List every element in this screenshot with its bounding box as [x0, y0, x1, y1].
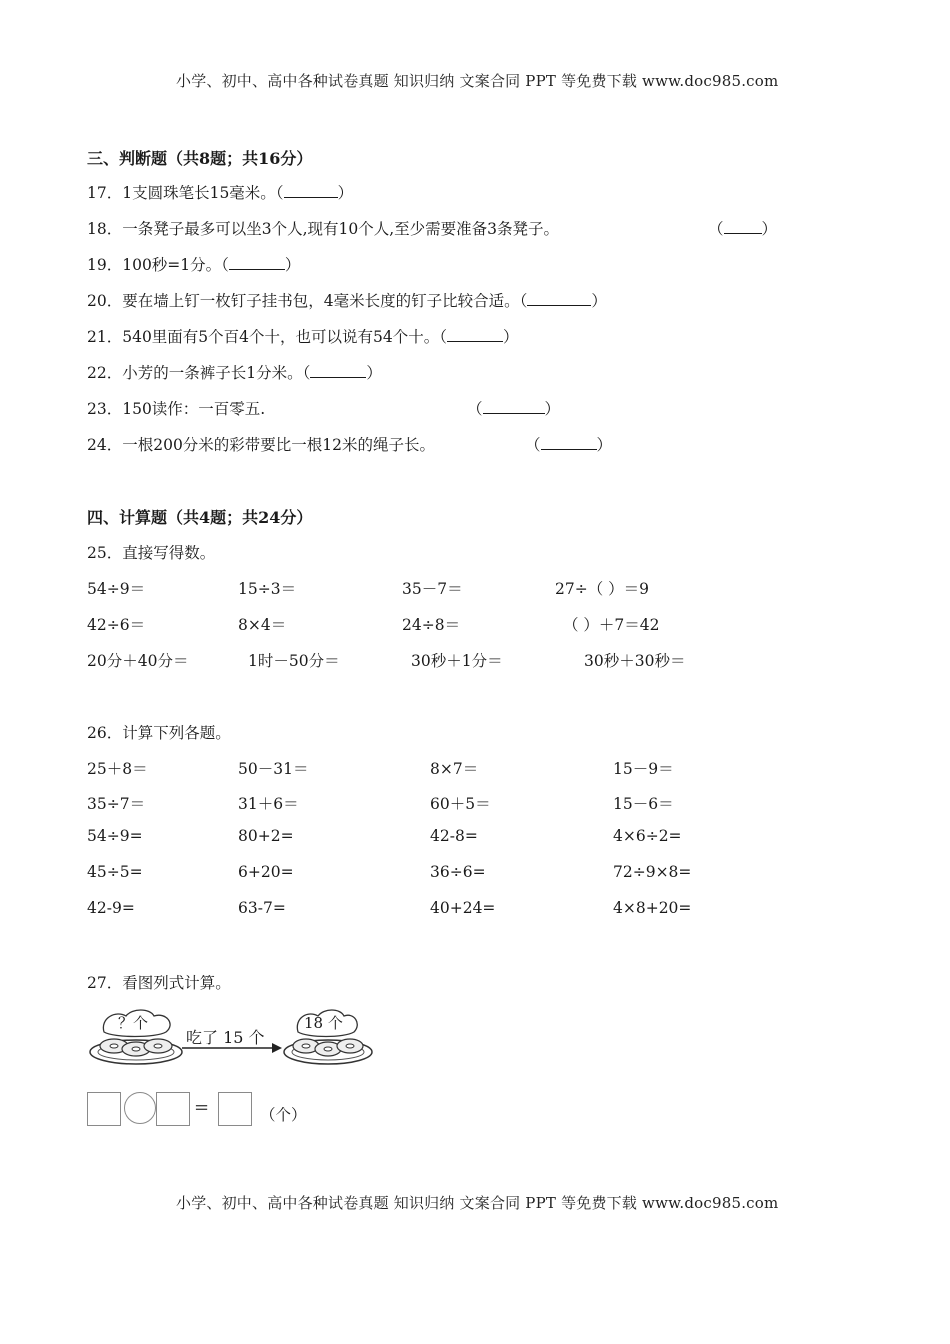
paren-close: ） [284, 256, 301, 274]
question-text: 22．小芳的一条裤子长1分米。（ [87, 364, 311, 382]
question-24 [87, 433, 435, 455]
operator-circle[interactable] [124, 1092, 156, 1124]
paren-close: ） [544, 400, 561, 418]
question-26-title: 26．计算下列各题。 [87, 724, 231, 742]
answer-blank[interactable] [483, 399, 545, 414]
q25-item: 42÷6＝ [87, 616, 146, 634]
question-23 [87, 397, 265, 419]
q25-item: 30秒＋1分＝ [411, 652, 503, 670]
q25-item: 54÷9＝ [87, 580, 146, 598]
question-25-title: 25．直接写得数。 [87, 544, 216, 562]
left-bubble-label: ？个 [118, 1014, 149, 1032]
question-22 [87, 361, 382, 383]
question-text: 21．540里面有5个百4个十，也可以说有54个十。（ [87, 328, 448, 346]
q26-item: 36÷6= [430, 863, 486, 881]
q26-item: 31＋6＝ [238, 795, 299, 813]
answer-blank[interactable] [229, 255, 285, 270]
paren-close: ） [596, 436, 613, 454]
q25-item: 35－7＝ [402, 580, 463, 598]
q26-item: 15－9＝ [613, 760, 674, 778]
q26-item: 50－31＝ [238, 760, 309, 778]
paren-close: ） [591, 292, 607, 310]
section-title-judgment: 三、判断题（共8题；共16分） [87, 149, 313, 168]
paren-open: （ [708, 220, 724, 238]
answer-blank[interactable] [724, 219, 762, 234]
paren-open: （ [525, 436, 541, 454]
question-24-answer [525, 433, 612, 455]
question-17 [87, 181, 353, 203]
q26-item: 4×6÷2= [613, 827, 682, 845]
q26-item: 54÷9= [87, 827, 143, 845]
q25-item: 27÷（ ）＝9 [555, 580, 649, 598]
q26-item: 42-8= [430, 827, 478, 845]
paren-open: （ [467, 400, 483, 418]
answer-blank[interactable] [541, 435, 597, 450]
q26-item: 72÷9×8= [613, 863, 692, 881]
q26-item: 6+20= [238, 863, 294, 881]
question-18 [87, 217, 559, 239]
question-23-answer [467, 397, 560, 419]
answer-blank[interactable] [447, 327, 503, 342]
unit-label: （个） [260, 1106, 307, 1124]
paren-close: ） [366, 364, 382, 382]
question-21 [87, 325, 519, 347]
question-text: 17．1支圆珠笔长15毫米。（ [87, 184, 284, 202]
q26-item: 42-9= [87, 899, 135, 917]
question-19 [87, 253, 300, 275]
q26-item: 60＋5＝ [430, 795, 491, 813]
q25-item: 20分＋40分＝ [87, 652, 189, 670]
paren-close: ） [503, 328, 519, 346]
q26-item: 4×8+20= [613, 899, 692, 917]
q25-item: 30秒＋30秒＝ [584, 652, 686, 670]
q26-item: 45÷5= [87, 863, 143, 881]
answer-box-2[interactable] [156, 1092, 190, 1126]
q26-item: 35÷7＝ [87, 795, 146, 813]
question-text: 19．100秒=1分。（ [87, 256, 229, 274]
answer-blank[interactable] [527, 291, 591, 306]
page-header: 小学、初中、高中各种试卷真题 知识归纳 文案合同 PPT 等免费下载 www.doc985.com [176, 72, 779, 90]
q26-item: 80+2= [238, 827, 294, 845]
page-footer: 小学、初中、高中各种试卷真题 知识归纳 文案合同 PPT 等免费下载 www.doc985.com [176, 1194, 779, 1212]
question-text: 23．150读作：一百零五. [87, 400, 266, 418]
question-27-title: 27．看图列式计算。 [87, 974, 231, 992]
q25-item: 1时－50分＝ [248, 652, 340, 670]
q25-item: 8×4＝ [238, 616, 287, 634]
right-bubble-label: 18 个 [304, 1014, 343, 1032]
arrow-label: 吃了 15 个 [186, 1028, 265, 1047]
q26-item: 15－6＝ [613, 795, 674, 813]
q26-item: 8×7＝ [430, 760, 479, 778]
q26-item: 40+24= [430, 899, 496, 917]
equals-sign: = [194, 1097, 210, 1118]
section-title-calculation: 四、计算题（共4题；共24分） [87, 508, 313, 527]
answer-blank[interactable] [284, 183, 338, 198]
q25-item: 24÷8＝ [402, 616, 461, 634]
answer-box-3[interactable] [218, 1092, 252, 1126]
q25-item: （ ）＋7＝42 [563, 616, 660, 634]
paren-close: ） [337, 184, 354, 202]
question-text: 18．一条凳子最多可以坐3个人,现有10个人,至少需要准备3条凳子。 [87, 220, 560, 238]
question-text: 20．要在墙上钉一枚钉子挂书包，4毫米长度的钉子比较合适。（ [87, 292, 528, 310]
question-18-answer [708, 217, 777, 239]
answer-blank[interactable] [310, 363, 366, 378]
question-20 [87, 289, 607, 311]
paren-close: ） [761, 220, 778, 238]
question-text: 24．一根200分米的彩带要比一根12米的绳子长。 [87, 436, 436, 454]
answer-box-1[interactable] [87, 1092, 121, 1126]
q26-item: 63-7= [238, 899, 286, 917]
arrow-head-icon [272, 1043, 282, 1053]
q26-item: 25＋8＝ [87, 760, 148, 778]
q25-item: 15÷3＝ [238, 580, 297, 598]
